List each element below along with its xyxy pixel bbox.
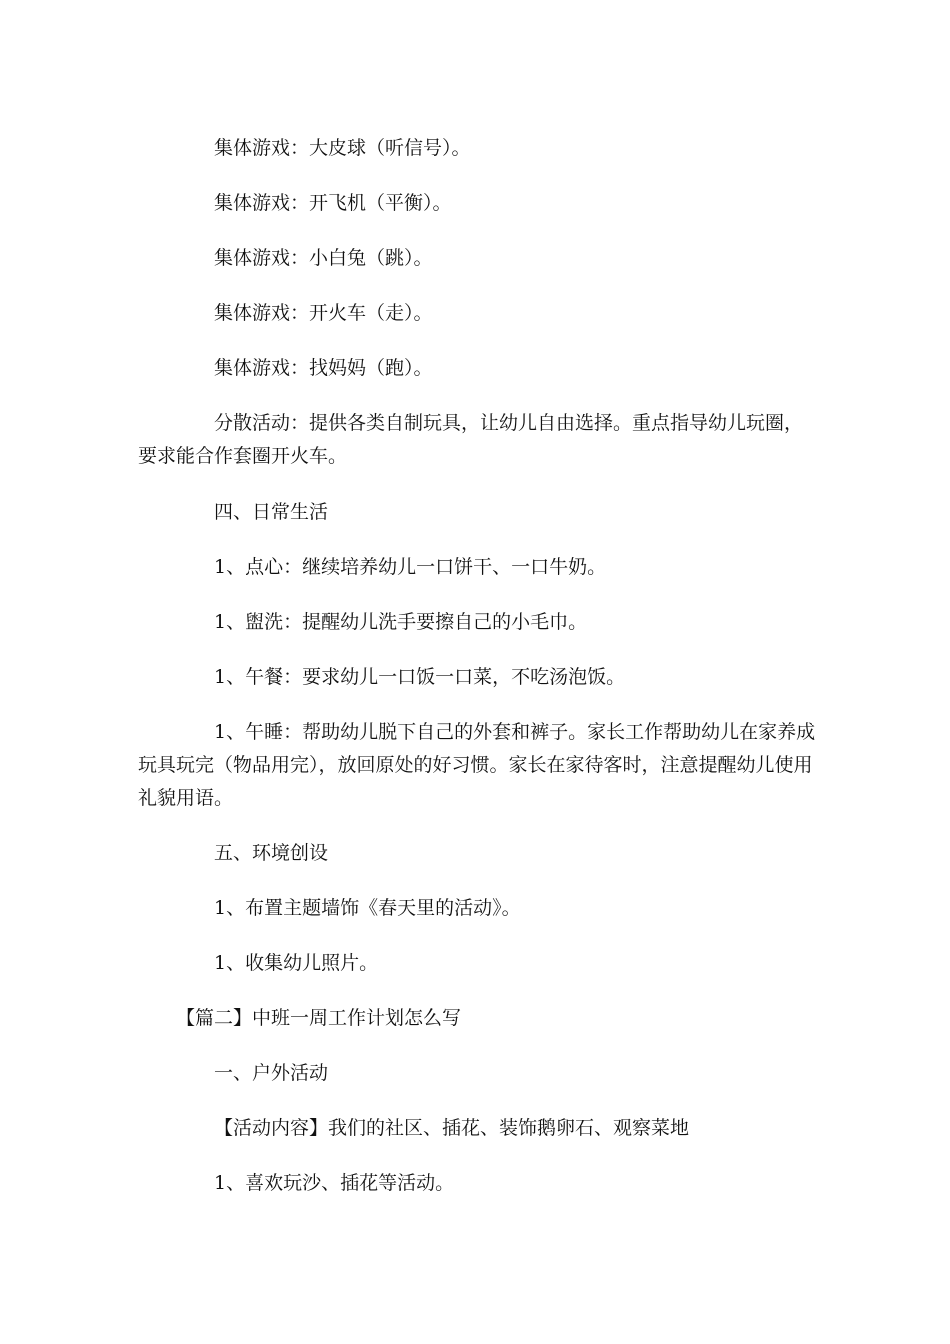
paragraph-lunch: 1、午餐：要求幼儿一口饭一口菜，不吃汤泡饭。 xyxy=(214,666,626,688)
paragraph-snack: 1、点心：继续培养幼儿一口饼干、一口牛奶。 xyxy=(214,556,607,578)
paragraph-sand-play: 1、喜欢玩沙、插花等活动。 xyxy=(214,1172,455,1194)
paragraph-theme-wall: 1、布置主题墙饰《春天里的活动》。 xyxy=(214,897,521,919)
paragraph-washing: 1、盥洗：提醒幼儿洗手要擦自己的小毛巾。 xyxy=(214,611,588,633)
section-heading-environment: 五、环境创设 xyxy=(214,842,329,864)
paragraph-game-rabbit: 集体游戏：小白兔（跳）。 xyxy=(214,247,433,269)
paragraph-game-mother: 集体游戏：找妈妈（跑）。 xyxy=(214,357,433,379)
paragraph-activity-content: 【活动内容】我们的社区、插花、装饰鹅卵石、观察菜地 xyxy=(214,1117,690,1139)
paragraph-free-activity: 分散活动：提供各类自制玩具，让幼儿自由选择。重点指导幼儿玩圈，要求能合作套圈开火车。 xyxy=(138,412,804,467)
paragraph-photos: 1、收集幼儿照片。 xyxy=(214,952,379,974)
paragraph-game-ball: 集体游戏：大皮球（听信号）。 xyxy=(214,137,471,159)
section-heading-daily-life: 四、日常生活 xyxy=(214,501,329,523)
chapter-heading-part-two: 【篇二】中班一周工作计划怎么写 xyxy=(176,1007,462,1029)
paragraph-game-plane: 集体游戏：开飞机（平衡）。 xyxy=(214,192,452,214)
paragraph-nap: 1、午睡：帮助幼儿脱下自己的外套和裤子。家长工作帮助幼儿在家养成玩具玩完（物品用完），放回原处的好习惯。家长在家待客时，注意提醒幼儿使用礼貌用语。 xyxy=(138,721,816,809)
section-heading-outdoor: 一、户外活动 xyxy=(214,1062,329,1084)
paragraph-game-train: 集体游戏：开火车（走）。 xyxy=(214,302,433,324)
